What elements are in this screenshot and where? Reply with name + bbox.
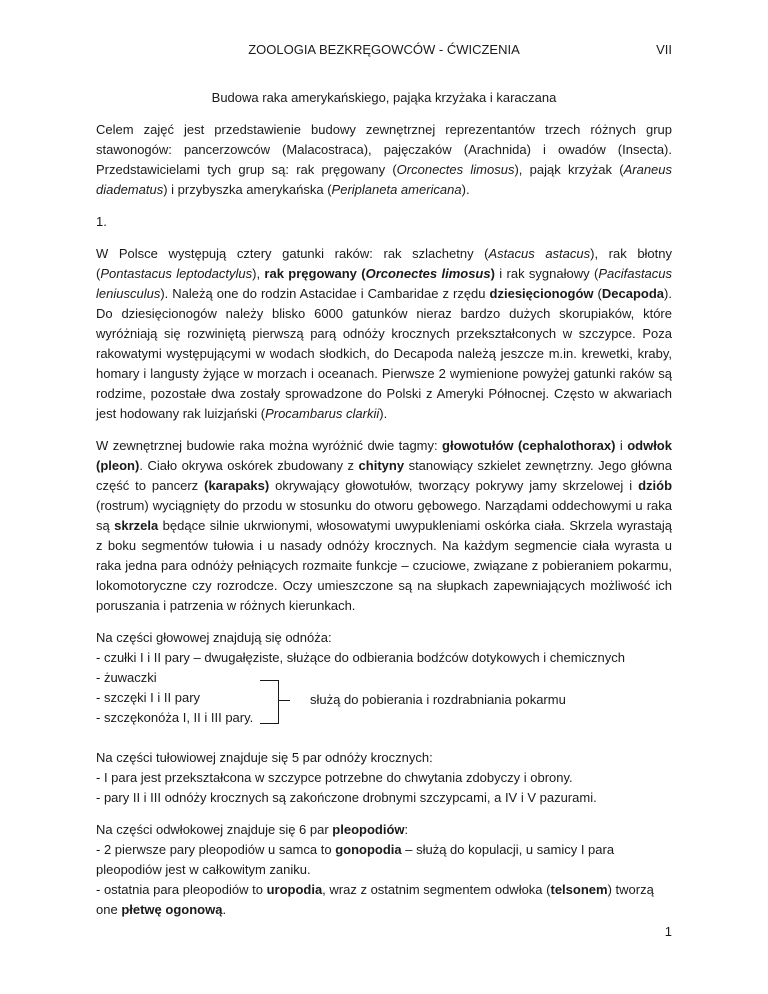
bracket-note: służą do pobierania i rozdrabniania pokarmu [310, 692, 566, 707]
list-item: - czułki I i II pary – dwugałęziste, służące do odbierania bodźców dotykowych i chemicznych [96, 650, 625, 665]
section-number: 1. [96, 214, 107, 229]
running-header-title: ZOOLOGIA BEZKRĘGOWCÓW - ĆWICZENIA [248, 42, 520, 57]
list-item: - ostatnia para pleopodiów to uropodia, wraz z ostatnim segmentem odwłoka (telsonem) tworzą one płetwę ogonową. [96, 882, 654, 917]
page-content [96, 88, 672, 932]
grouping-bracket [260, 680, 279, 724]
thorax-list-intro: Na części tułowiowej znajduje się 5 par odnóży krocznych: [96, 750, 433, 765]
head-list-intro: Na części głowowej znajdują się odnóża: [96, 630, 332, 645]
list-item: - szczęki I i II pary [96, 690, 201, 705]
list-item: - szczękonóża I, II i III pary. [96, 710, 254, 725]
external-anatomy-paragraph: W zewnętrznej budowie raka można wyróżnić dwie tagmy: głowotułów (cephalothorax) i odwłok (pleon). Ciało okrywa oskórek zbudowany z chityny stanowiący szkielet zewnętrzny. Jego główna część to pancerz (karapaks) okrywający głowotułów, tworzący pokrywy jamy skrzelowej i dziób (rostrum) wyciągnięty do przodu w stosunku do otworu gębowego. Narządami oddechowymi u raka są skrzela będące silnie ukrwionymi, włosowatymi uwypukleniami oskórka ciała. Skrzela wyrastają z boku segmentów tułowia i u nasady odnóży krocznych. Na każdym segmencie ciała wyrasta u raka jedna para odnóży pełniących rozmaite funkcje – czuciowe, związane z pobieraniem pokarmu, lokomotoryczne czy rozrodcze. Oczy umieszczone są na słupkach zapewniających możliwość ich poruszania i patrzenia w różnych kierunkach. [96, 438, 673, 613]
list-item: - żuwaczki [96, 670, 157, 685]
intro-paragraph: Celem zajęć jest przedstawienie budowy zewnętrznej reprezentantów trzech różnych grup stawonogów: pancerzowców (Malacostraca), pajęczaków (Arachnida) i owadów (Insecta). Przedstawicielami tych grup są: rak pręgowany (Orconectes limosus), pająk krzyżak (Araneus diadematus) i przybyszka amerykańska (Periplaneta americana). [96, 122, 673, 197]
page-number: 1 [664, 924, 672, 939]
thorax-appendages-list [96, 748, 672, 808]
document-subtitle: Budowa raka amerykańskiego, pająka krzyżaka i karaczana [211, 90, 557, 105]
list-item: - 2 pierwsze pary pleopodiów u samca to gonopodia – służą do kopulacji, u samicy I para pleopodiów jest w całkowitym zaniku. [96, 842, 615, 877]
list-item: - I para jest przekształcona w szczypce potrzebne do chwytania zdobyczy i obrony. [96, 770, 573, 785]
head-appendages-list [96, 628, 672, 728]
mouthparts-group [96, 668, 672, 728]
abdomen-list-intro: Na części odwłokowej znajduje się 6 par pleopodiów: [96, 822, 409, 837]
grouping-bracket-tick [278, 700, 290, 701]
abdomen-appendages-list [96, 820, 672, 920]
running-header-section: VII [656, 42, 672, 57]
list-item: - pary II i III odnóży krocznych są zakończone drobnymi szczypcami, a IV i V pazurami. [96, 790, 597, 805]
crayfish-species-paragraph: W Polsce występują cztery gatunki raków: rak szlachetny (Astacus astacus), rak błotny (Pontastacus leptodactylus), rak pręgowany (Orconectes limosus) i rak sygnałowy (Pacifastacus leniusculus). Należą one do rodzin Astacidae i Cambaridae z rzędu dziesięcionogów (Decapoda). Do dziesięcionogów należy blisko 6000 gatunków nieraz bardzo dużych skorupiaków, które wyróżniają się rozwiniętą pierwszą parą odnóży krocznych przekształconych w szczypce. Poza rakowatymi występującymi w wodach słodkich, do Decapoda należą jeszcze m.in. krewetki, kraby, homary i langusty żyjące w morzach i oceanach. Pierwsze 2 wymienione powyżej gatunki raków są rodzime, pozostałe dwa zostały sprowadzone do Polski z Ameryki Północnej. Często w akwariach jest hodowany rak luizjański (Procambarus clarkii). [96, 246, 673, 421]
